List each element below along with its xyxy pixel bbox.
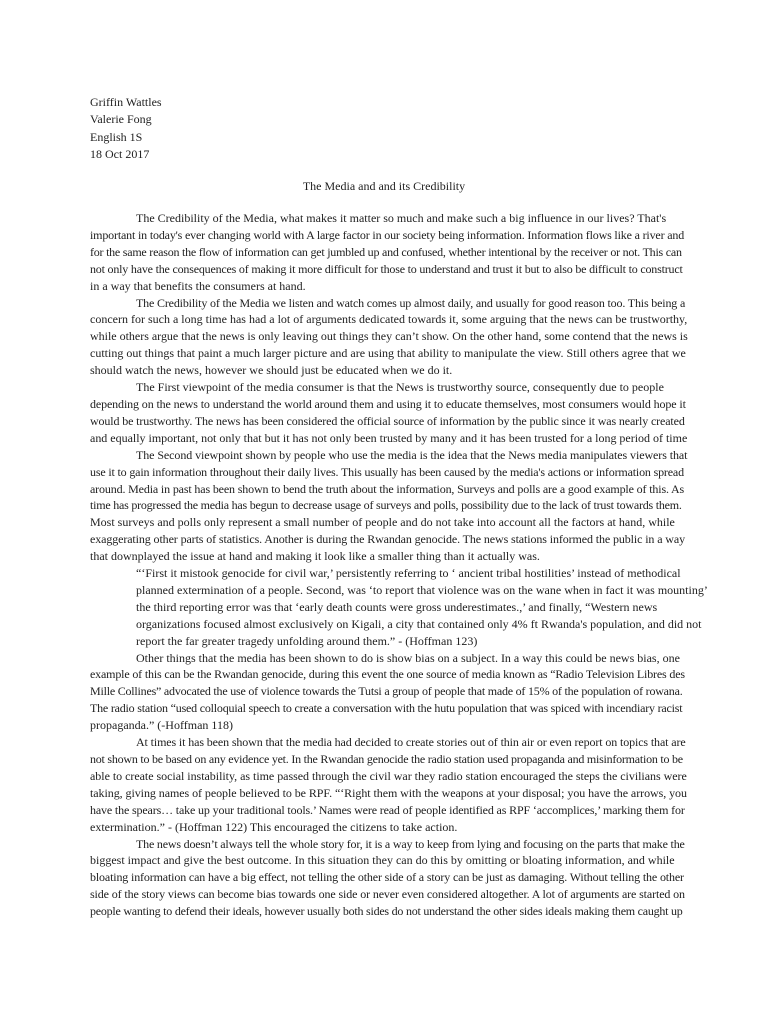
text-line: The First viewpoint of the media consumer is that the News is trustworthy source, consequently due to people xyxy=(136,380,664,395)
teacher-name: Valerie Fong xyxy=(90,112,152,127)
text-line: propaganda.” (-Hoffman 118) xyxy=(90,718,233,733)
text-line: Mille Collines” advocated the use of violence towards the Tutsi a group of people that made of 15% of the population of rowana. xyxy=(90,684,683,699)
document-body xyxy=(90,210,708,920)
text-line: exaggerating other parts of statistics. Another is during the Rwandan genocide. The news stations informed the public in a way xyxy=(90,532,685,547)
text-line: important in today's ever changing world with A large factor in our society being information. Information flows like a river and xyxy=(90,227,685,242)
course-name: English 1S xyxy=(90,129,143,144)
text-line: example of this can be the Rwandan genocide, during this event the one source of media known as “Radio Television Libres des xyxy=(90,667,685,682)
text-line: “‘First it mistook genocide for civil war,’ persistently referring to ‘ ancient tribal hostilities’ instead of methodical xyxy=(136,566,681,581)
text-line: Other things that the media has been shown to do is show bias on a subject. In a way this could be news bias, one xyxy=(136,650,680,665)
text-line: The news doesn’t always tell the whole story for, it is a way to keep from lying and focusing on the parts that make the xyxy=(136,836,685,851)
text-line: the third reporting error was that ‘early death counts were gross underestimates.,’ and finally, “Western news xyxy=(136,599,658,614)
text-line: not shown to be based on any evidence yet. In the Rwandan genocide the radio station used propaganda and misinformation to be xyxy=(90,752,683,766)
text-line: while others argue that the news is only leaving out things they can’t show. On the other hand, some contend that the news is xyxy=(90,329,688,344)
text-line: people wanting to defend their ideals, however usually both sides do not understand the other sides ideals making them caught up xyxy=(90,904,683,919)
body-paragraph xyxy=(90,447,688,565)
text-line: biggest impact and give the best outcome. In this situation they can do this by omitting or bloating information, and while xyxy=(90,853,675,868)
body-paragraph xyxy=(90,379,688,447)
document-title: The Media and and its Credibility xyxy=(302,179,466,193)
text-line: The Credibility of the Media we listen and watch comes up almost daily, and usually for good reason too. This being a xyxy=(136,295,686,310)
text-line: report the far greater tragedy unfolding around them.” - (Hoffman 123) xyxy=(136,633,478,648)
text-line: concern for such a long time has had a lot of arguments dedicated towards it, some arguing that the news can be trustworthy, xyxy=(90,312,688,327)
body-paragraph xyxy=(90,836,688,921)
body-paragraph xyxy=(90,650,688,735)
text-line: that downplayed the issue at hand and making it look like a smaller thing than it actually was. xyxy=(90,549,540,564)
text-line: Most surveys and polls only represent a small number of people and do not take into account all the factors at hand, while xyxy=(90,515,675,530)
body-paragraph xyxy=(90,210,688,295)
text-line: not only have the consequences of making it more difficult for those to understand and trust it but to also be difficult to construct xyxy=(90,261,683,276)
text-line: taking, giving names of people believed to be RPF. “‘Right them with the weapons at your disposal; you have the arrows, you xyxy=(90,785,687,800)
text-line: time has progressed the media has begun to decrease usage of surveys and polls, possibility due to the lack of trust towards them. xyxy=(90,498,682,513)
text-line: depending on the news to understand the world around them and using it to educate themselves, most consumers would hope it xyxy=(90,396,686,411)
text-line: At times it has been shown that the media had decided to create stories out of thin air or even report on topics that are xyxy=(136,735,686,750)
text-line: The radio station “used colloquial speech to create a conversation with the hutu population that was spiced with incendiary racist xyxy=(90,701,683,716)
text-line: organizations focused almost exclusively on Kigali, a city that contained only 4% ft Rwanda's population, and did not xyxy=(136,616,702,631)
text-line: bloating information can have a big effect, not telling the other side of a story can be just as damaging. Without telling the other xyxy=(90,870,684,885)
text-line: cutting out things that paint a much larger picture and are using that ability to manipulate the view. Still others agree that we xyxy=(90,346,686,361)
text-line: side of the story views can become bias towards one side or never even considered altogether. A lot of arguments are started on xyxy=(90,887,685,902)
body-paragraph xyxy=(90,734,688,835)
text-line: The Second viewpoint shown by people who use the media is the idea that the News media manipulates viewers that xyxy=(136,447,688,462)
text-line: would be trustworthy. The news has been considered the official source of information by the public since it was nearly created xyxy=(90,413,685,428)
text-line: use it to gain information throughout their daily lives. This usually has been caused by the media's actions or information spread xyxy=(90,464,684,479)
text-line: able to create social instability, as time passed through the civil war they radio station encouraged the steps the civilians were xyxy=(90,768,687,783)
document-date: 18 Oct 2017 xyxy=(90,146,150,161)
author-name: Griffin Wattles xyxy=(90,95,162,109)
document-header xyxy=(90,94,162,163)
body-paragraph xyxy=(90,295,688,380)
text-line: around. Media in past has been shown to bend the truth about the information, Surveys and polls are a good example of this. As xyxy=(90,481,685,496)
text-line: extermination.” - (Hoffman 122) This encouraged the citizens to take action. xyxy=(90,819,458,834)
text-line: should watch the news, however we should just be educated when we do it. xyxy=(90,363,453,378)
block-quote xyxy=(90,565,708,650)
text-line: planned extermination of a people. Second, was ‘to report that violence was on the wane when in fact it was mounting’ xyxy=(136,582,708,597)
text-line: The Credibility of the Media, what makes it matter so much and make such a big influence in our lives? That's xyxy=(136,211,667,225)
text-line: and equally important, not only that but it has not only been trusted by many and it has been trusted for a long period of time xyxy=(90,430,688,445)
text-line: in a way that benefits the consumers at hand. xyxy=(90,278,306,293)
text-line: for the same reason the flow of information can get jumbled up and confused, whether intentional by the receiver or not. This can xyxy=(90,244,682,259)
text-line: have the spears… take up your traditional tools.’ Names were read of people identified as RPF ‘accomplices,’ marking them for xyxy=(90,802,685,817)
